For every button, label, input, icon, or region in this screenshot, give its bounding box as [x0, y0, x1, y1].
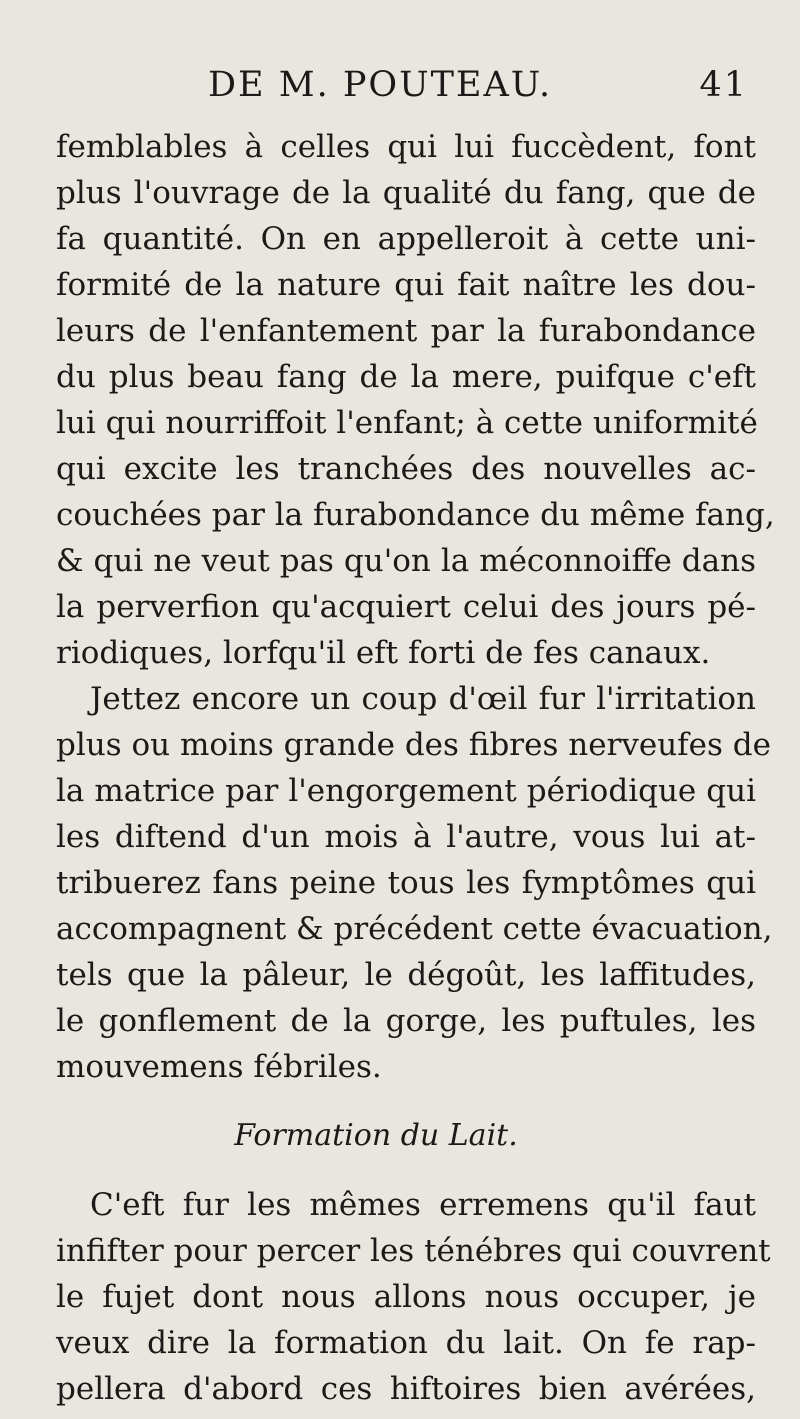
text-line: mouvemens fébriles.: [56, 1049, 382, 1085]
text-line: riodiques, lorfqu'il eft forti de fes canaux.: [56, 635, 711, 671]
text-line: & qui ne veut pas qu'on la méconnoiffe dans: [56, 543, 756, 579]
text-line: du plus beau fang de la mere, puifque c'eft: [56, 359, 756, 395]
text-line: lui qui nourriffoit l'enfant; à cette uniformité: [56, 405, 758, 441]
text-line: Jettez encore un coup d'œil fur l'irritation: [90, 681, 756, 717]
text-line: C'eft fur les mêmes erremens qu'il faut: [90, 1187, 756, 1223]
text-line: fa quantité. On en appelleroit à cette uni-: [56, 221, 756, 257]
text-line: femblables à celles qui lui fuccèdent, font: [56, 129, 756, 165]
text-line: les diftend d'un mois à l'autre, vous lui at-: [56, 819, 756, 855]
paragraph-3: [56, 1182, 771, 1412]
body-text: [56, 124, 775, 1412]
text-line: accompagnent & précédent cette évacuation,: [56, 911, 773, 947]
text-line: qui excite les tranchées des nouvelles ac-: [56, 451, 756, 487]
page-header: [208, 60, 748, 110]
text-line: la matrice par l'engorgement périodique qui: [56, 773, 756, 809]
running-title: DE M. POUTEAU.: [208, 65, 553, 105]
text-line: la perverfion qu'acquiert celui des jours pé-: [56, 589, 756, 625]
paragraph-1: [56, 124, 775, 676]
text-line: le fujet dont nous allons nous occuper, je: [56, 1279, 756, 1315]
text-line: tribuerez fans peine tous les fymptômes qui: [56, 865, 756, 901]
text-line: le gonflement de la gorge, les puftules, les: [56, 1003, 756, 1039]
text-line: leurs de l'enfantement par la furabondance: [56, 313, 756, 349]
section-title: Formation du Lait.: [234, 1118, 518, 1153]
text-line: infifter pour percer les ténébres qui couvrent: [56, 1233, 771, 1269]
text-line: tels que la pâleur, le dégoût, les laffitudes,: [56, 957, 756, 993]
text-line: couchées par la furabondance du même fang,: [56, 497, 775, 533]
text-line: plus ou moins grande des fibres nerveufes de: [56, 727, 771, 763]
text-line: veux dire la formation du lait. On fe rap-: [56, 1325, 756, 1361]
text-line: plus l'ouvrage de la qualité du fang, que de: [56, 175, 756, 211]
page-number: 41: [699, 65, 748, 105]
text-line: pellera d'abord ces hiftoires bien avérées,: [56, 1371, 756, 1407]
text-line: formité de la nature qui fait naître les dou-: [56, 267, 756, 303]
paragraph-2: [56, 676, 773, 1090]
